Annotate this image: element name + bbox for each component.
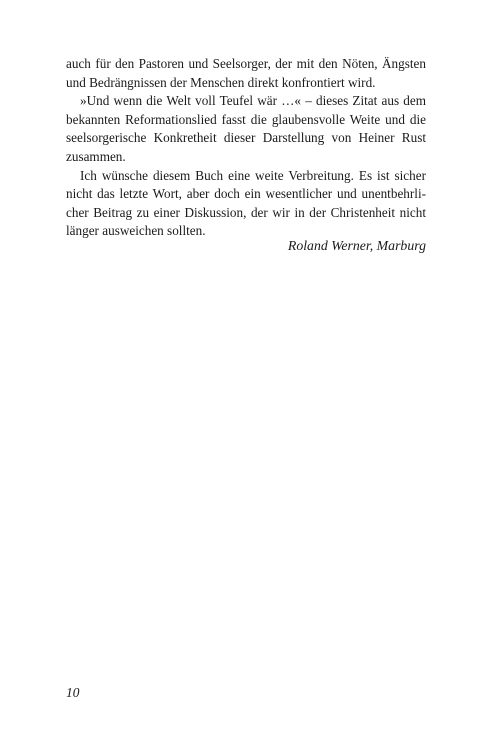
body-text — [66, 55, 426, 241]
text-line: Ich wünsche diesem Buch eine weite Verbreitung. Es ist sicher — [80, 167, 426, 183]
paragraph-2 — [66, 92, 426, 166]
paragraph-1 — [66, 55, 426, 92]
text-line: auch für den Pastoren und Seelsorger, der mit den Nöten, Ängsten — [66, 56, 426, 71]
paragraph-3 — [66, 167, 426, 241]
text-line: seelsorgerische Konkretheit dieser Darstellung von Heiner Rust — [66, 130, 426, 146]
text-line: zusammen. — [66, 148, 126, 164]
text-line: länger ausweichen sollten. — [66, 223, 206, 239]
text-line: »Und wenn die Welt voll Teufel wär …« – dieses Zitat aus dem — [80, 93, 426, 109]
text-line: und Bedrängnissen der Menschen direkt konfrontiert wird. — [66, 74, 376, 90]
page-number: 10 — [66, 685, 80, 700]
author-signature: Roland Werner, Marburg — [287, 238, 426, 253]
text-line: nicht das letzte Wort, aber doch ein wesentlicher und unentbehrli- — [66, 186, 426, 202]
text-line: bekannten Reformationslied fasst die glaubensvolle Weite und die — [66, 111, 426, 127]
text-line: cher Beitrag zu einer Diskussion, der wir in der Christenheit nicht — [66, 204, 426, 220]
